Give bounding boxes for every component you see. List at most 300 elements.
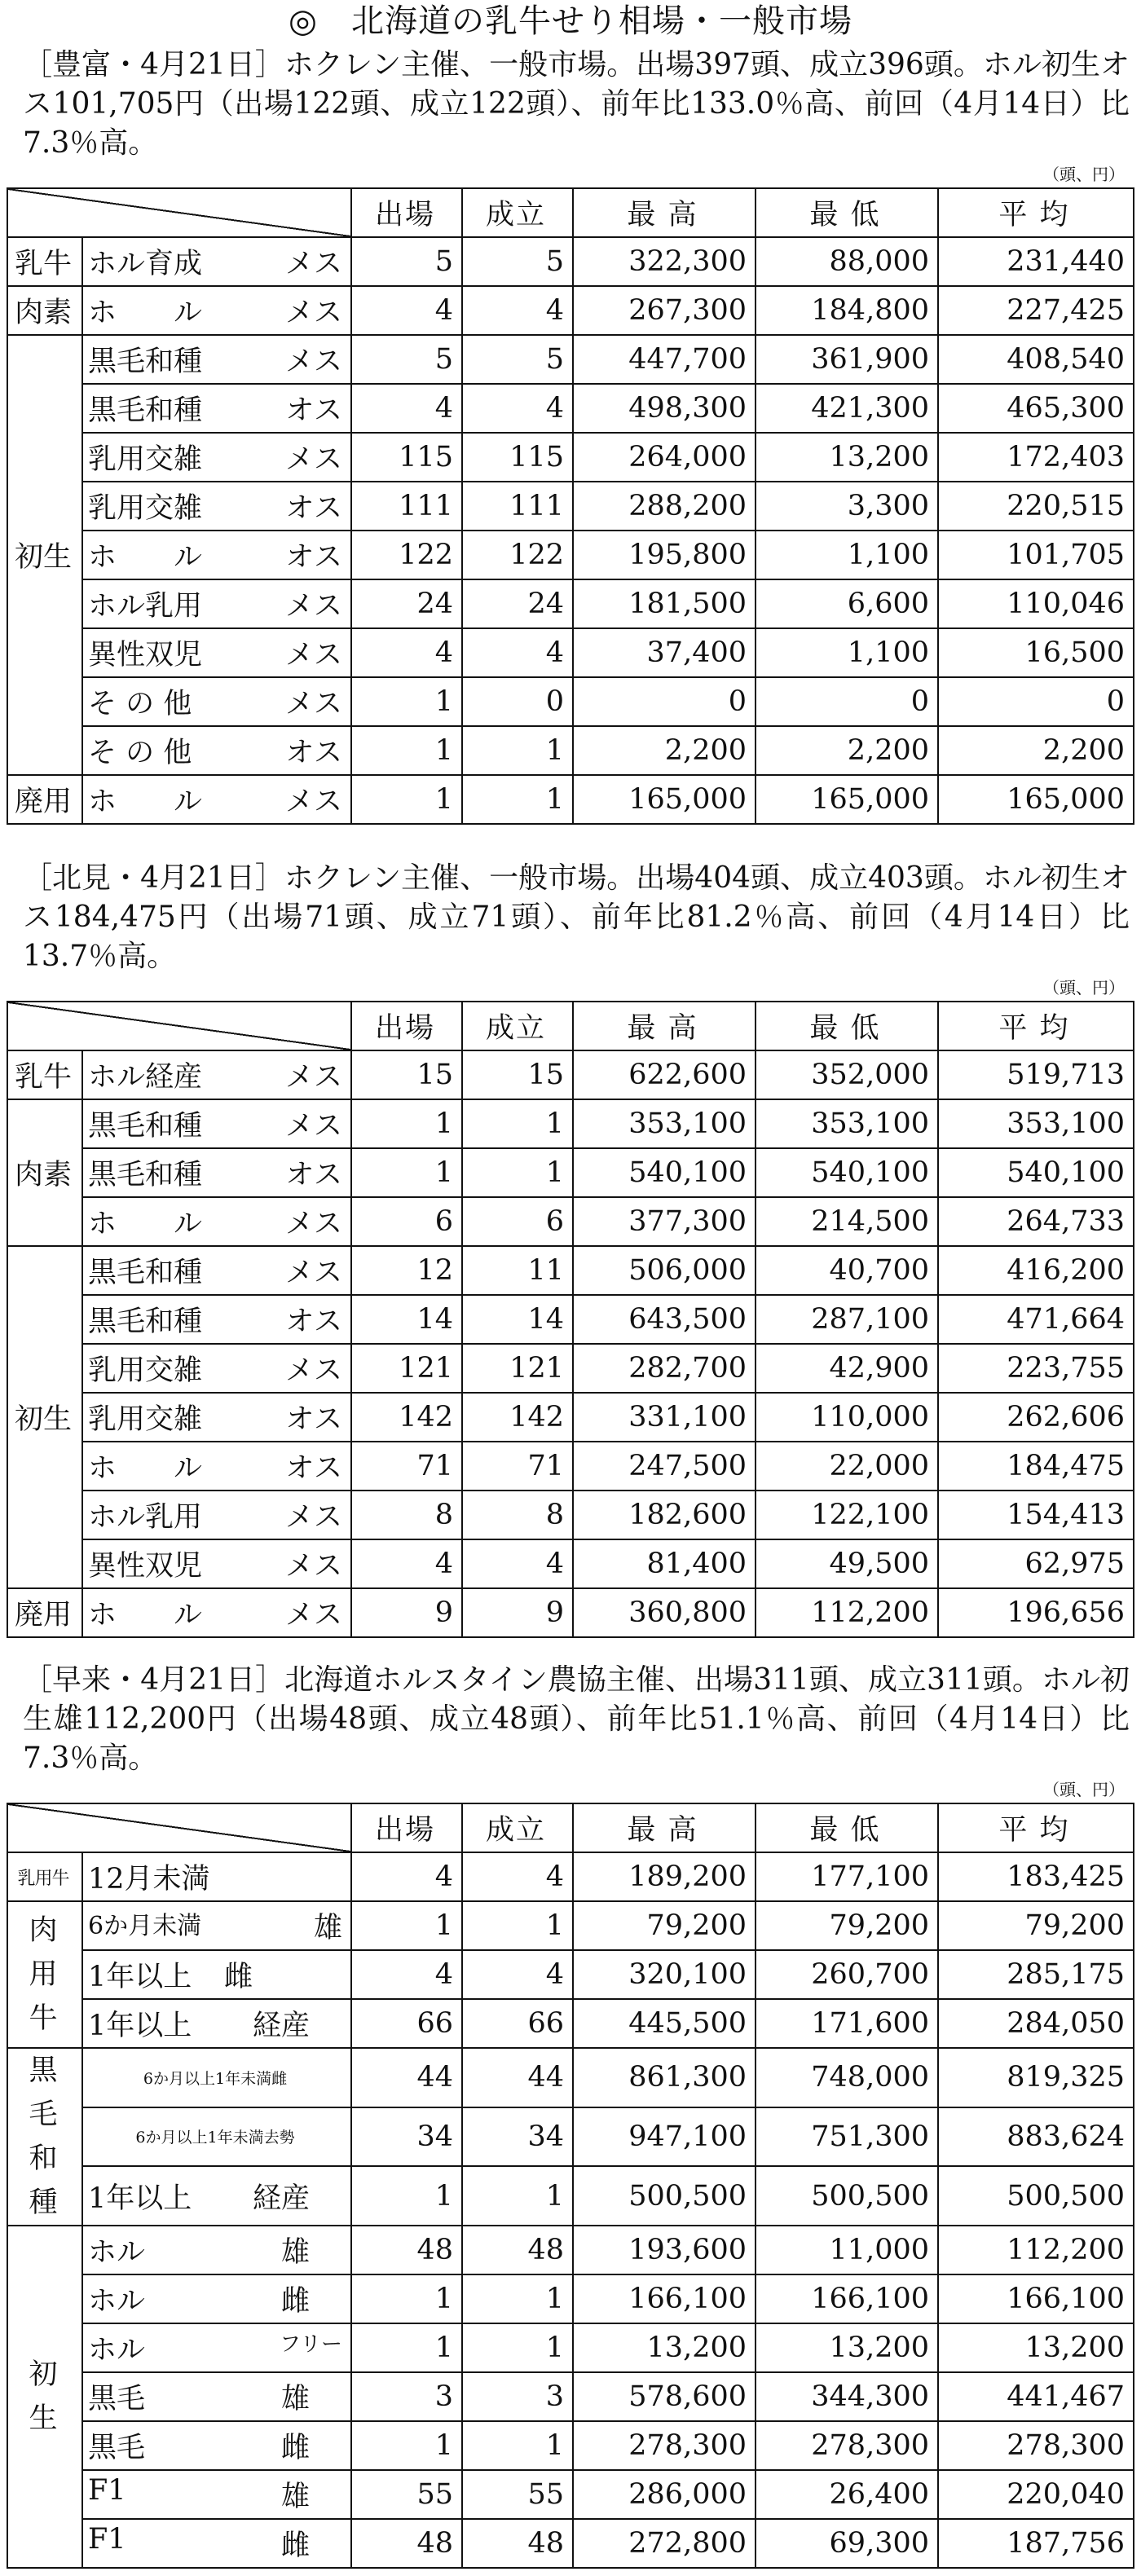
shutsujo-cell: 14 xyxy=(351,1295,462,1344)
avg-cell: 62,975 xyxy=(938,1539,1134,1588)
shutsujo-cell: 8 xyxy=(351,1491,462,1539)
item-name-cell: 黒毛和種 メス xyxy=(82,335,351,384)
max-cell: 861,300 xyxy=(573,2048,756,2107)
shutsujo-cell: 24 xyxy=(351,579,462,628)
item-name-cell: F1 雄 xyxy=(82,2470,351,2519)
header-min: 最 低 xyxy=(756,1803,938,1852)
max-cell: 447,700 xyxy=(573,335,756,384)
item-name-cell: 乳用交雑 オス xyxy=(82,1393,351,1442)
table-row xyxy=(7,1099,1134,1148)
seiritsu-cell: 24 xyxy=(462,579,573,628)
page-title: ◎ 北海道の乳牛せり相場・一般市場 xyxy=(289,2,852,40)
seiritsu-cell: 142 xyxy=(462,1393,573,1442)
max-cell: 267,300 xyxy=(573,286,756,335)
table-row xyxy=(7,237,1134,286)
min-cell: 40,700 xyxy=(756,1246,938,1295)
category-cell: 乳牛 xyxy=(7,1050,82,1099)
header-row xyxy=(7,1002,1134,1050)
min-cell: 260,700 xyxy=(756,1950,938,1999)
table-row xyxy=(7,1539,1134,1588)
table-row xyxy=(7,1344,1134,1393)
shutsujo-cell: 1 xyxy=(351,1901,462,1950)
min-cell: 166,100 xyxy=(756,2274,938,2323)
max-cell: 195,800 xyxy=(573,531,756,579)
avg-cell: 264,733 xyxy=(938,1197,1134,1246)
min-cell: 287,100 xyxy=(756,1295,938,1344)
item-name-cell: F1 雌 xyxy=(82,2519,351,2568)
shutsujo-cell: 111 xyxy=(351,482,462,531)
seiritsu-cell: 48 xyxy=(462,2519,573,2568)
item-name-cell: 12月未満 xyxy=(82,1852,351,1901)
min-cell: 171,600 xyxy=(756,1999,938,2048)
shutsujo-cell: 1 xyxy=(351,775,462,824)
min-cell: 88,000 xyxy=(756,237,938,286)
table-row xyxy=(7,482,1134,531)
min-cell: 421,300 xyxy=(756,384,938,433)
item-name-cell: ホル 雄 xyxy=(82,2226,351,2274)
header-min: 最 低 xyxy=(756,1002,938,1050)
table-row xyxy=(7,286,1134,335)
table-row xyxy=(7,2166,1134,2226)
intro-text: ［北見・4月21日］ホクレン主催、一般市場。出場404頭、成立403頭。ホル初生オス184,475円（出場71頭、成立71頭）、前年比81.2％高、前回（4月14日）比13.7％高。 xyxy=(23,861,1130,973)
table-row xyxy=(7,726,1134,775)
shutsujo-cell: 5 xyxy=(351,335,462,384)
unit-label: （頭、円） xyxy=(1043,1780,1125,1799)
shutsujo-cell: 4 xyxy=(351,286,462,335)
header-max: 最 高 xyxy=(573,188,756,237)
item-name-cell: 黒毛和種 オス xyxy=(82,1295,351,1344)
avg-cell: 0 xyxy=(938,677,1134,726)
seiritsu-cell: 1 xyxy=(462,2421,573,2470)
shutsujo-cell: 71 xyxy=(351,1442,462,1491)
unit-label: （頭、円） xyxy=(1043,978,1125,997)
avg-cell: 154,413 xyxy=(938,1491,1134,1539)
category-cell: 廃用 xyxy=(7,1588,82,1637)
intro-text: ［早来・4月21日］北海道ホルスタイン農協主催、出場311頭、成立311頭。ホル初生雄112,200円（出場48頭、成立48頭）、前年比51.1％高、前回（4月14日）比7.3％高。 xyxy=(23,1663,1130,1775)
min-cell: 122,100 xyxy=(756,1491,938,1539)
min-cell: 6,600 xyxy=(756,579,938,628)
seiritsu-cell: 1 xyxy=(462,1148,573,1197)
avg-cell: 184,475 xyxy=(938,1442,1134,1491)
shutsujo-cell: 34 xyxy=(351,2107,462,2167)
avg-cell: 500,500 xyxy=(938,2166,1134,2226)
max-cell: 353,100 xyxy=(573,1099,756,1148)
shutsujo-cell: 5 xyxy=(351,237,462,286)
category-cell-vertical: 肉 用 牛 xyxy=(7,1901,82,2048)
avg-cell: 183,425 xyxy=(938,1852,1134,1901)
max-cell: 282,700 xyxy=(573,1344,756,1393)
seiritsu-cell: 44 xyxy=(462,2048,573,2107)
seiritsu-cell: 5 xyxy=(462,237,573,286)
seiritsu-cell: 4 xyxy=(462,286,573,335)
seiritsu-cell: 48 xyxy=(462,2226,573,2274)
avg-cell: 883,624 xyxy=(938,2107,1134,2167)
market-intro-toyotomi xyxy=(23,46,1130,163)
seiritsu-cell: 8 xyxy=(462,1491,573,1539)
table-row xyxy=(7,1393,1134,1442)
avg-cell: 465,300 xyxy=(938,384,1134,433)
seiritsu-cell: 71 xyxy=(462,1442,573,1491)
table-row xyxy=(7,628,1134,677)
header-avg: 平 均 xyxy=(938,1002,1134,1050)
max-cell: 37,400 xyxy=(573,628,756,677)
seiritsu-cell: 1 xyxy=(462,2274,573,2323)
table-row xyxy=(7,1950,1134,1999)
avg-cell: 196,656 xyxy=(938,1588,1134,1637)
avg-cell: 165,000 xyxy=(938,775,1134,824)
header-seiritsu: 成立 xyxy=(462,188,573,237)
header-diagonal-cell xyxy=(7,188,351,237)
header-seiritsu: 成立 xyxy=(462,1002,573,1050)
seiritsu-cell: 15 xyxy=(462,1050,573,1099)
avg-cell: 101,705 xyxy=(938,531,1134,579)
max-cell: 377,300 xyxy=(573,1197,756,1246)
shutsujo-cell: 4 xyxy=(351,1950,462,1999)
max-cell: 2,200 xyxy=(573,726,756,775)
shutsujo-cell: 115 xyxy=(351,433,462,482)
min-cell: 0 xyxy=(756,677,938,726)
table-row xyxy=(7,2274,1134,2323)
max-cell: 322,300 xyxy=(573,237,756,286)
header-max: 最 高 xyxy=(573,1002,756,1050)
shutsujo-cell: 44 xyxy=(351,2048,462,2107)
max-cell: 506,000 xyxy=(573,1246,756,1295)
max-cell: 540,100 xyxy=(573,1148,756,1197)
table-row xyxy=(7,1197,1134,1246)
item-name-cell: 1年以上 経産 xyxy=(82,1999,351,2048)
max-cell: 193,600 xyxy=(573,2226,756,2274)
seiritsu-cell: 1 xyxy=(462,775,573,824)
avg-cell: 223,755 xyxy=(938,1344,1134,1393)
shutsujo-cell: 15 xyxy=(351,1050,462,1099)
table-row xyxy=(7,2226,1134,2274)
shutsujo-cell: 122 xyxy=(351,531,462,579)
shutsujo-cell: 1 xyxy=(351,677,462,726)
category-cell: 肉素 xyxy=(7,286,82,335)
avg-cell: 262,606 xyxy=(938,1393,1134,1442)
avg-cell: 231,440 xyxy=(938,237,1134,286)
max-cell: 13,200 xyxy=(573,2323,756,2372)
avg-cell: 519,713 xyxy=(938,1050,1134,1099)
max-cell: 286,000 xyxy=(573,2470,756,2519)
item-name-cell: ホル乳用 メス xyxy=(82,1491,351,1539)
avg-cell: 285,175 xyxy=(938,1950,1134,1999)
max-cell: 166,100 xyxy=(573,2274,756,2323)
shutsujo-cell: 1 xyxy=(351,726,462,775)
max-cell: 0 xyxy=(573,677,756,726)
max-cell: 272,800 xyxy=(573,2519,756,2568)
max-cell: 278,300 xyxy=(573,2421,756,2470)
table-row xyxy=(7,2323,1134,2372)
header-diagonal-cell xyxy=(7,1002,351,1050)
table-row xyxy=(7,775,1134,824)
header-min: 最 低 xyxy=(756,188,938,237)
table-row xyxy=(7,2107,1134,2167)
table-row xyxy=(7,1852,1134,1901)
seiritsu-cell: 121 xyxy=(462,1344,573,1393)
item-name-cell: 黒毛 雌 xyxy=(82,2421,351,2470)
max-cell: 947,100 xyxy=(573,2107,756,2167)
item-name-cell: 乳用交雑 メス xyxy=(82,1344,351,1393)
min-cell: 500,500 xyxy=(756,2166,938,2226)
avg-cell: 172,403 xyxy=(938,433,1134,482)
min-cell: 69,300 xyxy=(756,2519,938,2568)
market-intro-kitami xyxy=(23,859,1130,976)
max-cell: 320,100 xyxy=(573,1950,756,1999)
avg-cell: 220,040 xyxy=(938,2470,1134,2519)
min-cell: 1,100 xyxy=(756,628,938,677)
table-row xyxy=(7,579,1134,628)
seiritsu-cell: 14 xyxy=(462,1295,573,1344)
category-cell-vertical: 黒 毛 和 種 xyxy=(7,2048,82,2226)
max-cell: 79,200 xyxy=(573,1901,756,1950)
unit-label: （頭、円） xyxy=(1043,165,1125,184)
table-row xyxy=(7,433,1134,482)
avg-cell: 278,300 xyxy=(938,2421,1134,2470)
min-cell: 184,800 xyxy=(756,286,938,335)
table-row xyxy=(7,677,1134,726)
header-shutsujo: 出場 xyxy=(351,1803,462,1852)
seiritsu-cell: 4 xyxy=(462,1539,573,1588)
max-cell: 360,800 xyxy=(573,1588,756,1637)
item-name-cell: 異性双児 メス xyxy=(82,1539,351,1588)
item-name-cell: そ の 他 オス xyxy=(82,726,351,775)
item-name-cell: 黒毛和種 オス xyxy=(82,384,351,433)
avg-cell: 441,467 xyxy=(938,2372,1134,2421)
min-cell: 112,200 xyxy=(756,1588,938,1637)
shutsujo-cell: 121 xyxy=(351,1344,462,1393)
avg-cell: 408,540 xyxy=(938,335,1134,384)
seiritsu-cell: 115 xyxy=(462,433,573,482)
seiritsu-cell: 55 xyxy=(462,2470,573,2519)
min-cell: 2,200 xyxy=(756,726,938,775)
item-name-cell: 1年以上 雌 xyxy=(82,1950,351,1999)
avg-cell: 166,100 xyxy=(938,2274,1134,2323)
shutsujo-cell: 55 xyxy=(351,2470,462,2519)
table-row xyxy=(7,384,1134,433)
item-name-cell: 1年以上 経産 xyxy=(82,2166,351,2226)
table-row xyxy=(7,1491,1134,1539)
max-cell: 500,500 xyxy=(573,2166,756,2226)
seiritsu-cell: 11 xyxy=(462,1246,573,1295)
shutsujo-cell: 1 xyxy=(351,2421,462,2470)
header-shutsujo: 出場 xyxy=(351,188,462,237)
shutsujo-cell: 3 xyxy=(351,2372,462,2421)
table-row xyxy=(7,1999,1134,2048)
min-cell: 344,300 xyxy=(756,2372,938,2421)
min-cell: 361,900 xyxy=(756,335,938,384)
shutsujo-cell: 4 xyxy=(351,628,462,677)
avg-cell: 353,100 xyxy=(938,1099,1134,1148)
seiritsu-cell: 1 xyxy=(462,2166,573,2226)
seiritsu-cell: 3 xyxy=(462,2372,573,2421)
min-cell: 79,200 xyxy=(756,1901,938,1950)
item-name-cell: ホ ル メス xyxy=(82,775,351,824)
header-row xyxy=(7,1803,1134,1852)
shutsujo-cell: 142 xyxy=(351,1393,462,1442)
max-cell: 622,600 xyxy=(573,1050,756,1099)
table-row xyxy=(7,2048,1134,2107)
max-cell: 331,100 xyxy=(573,1393,756,1442)
min-cell: 214,500 xyxy=(756,1197,938,1246)
table-row xyxy=(7,1442,1134,1491)
max-cell: 81,400 xyxy=(573,1539,756,1588)
min-cell: 748,000 xyxy=(756,2048,938,2107)
min-cell: 22,000 xyxy=(756,1442,938,1491)
avg-cell: 187,756 xyxy=(938,2519,1134,2568)
shutsujo-cell: 4 xyxy=(351,1852,462,1901)
seiritsu-cell: 1 xyxy=(462,2323,573,2372)
item-name-cell: 6か月以上1年未満雌 xyxy=(82,2048,351,2107)
category-cell: 初生 xyxy=(7,1246,82,1588)
item-name-cell: ホ ル メス xyxy=(82,286,351,335)
max-cell: 182,600 xyxy=(573,1491,756,1539)
min-cell: 26,400 xyxy=(756,2470,938,2519)
min-cell: 11,000 xyxy=(756,2226,938,2274)
shutsujo-cell: 66 xyxy=(351,1999,462,2048)
item-name-cell: ホ ル メス xyxy=(82,1197,351,1246)
avg-cell: 112,200 xyxy=(938,2226,1134,2274)
avg-cell: 540,100 xyxy=(938,1148,1134,1197)
seiritsu-cell: 66 xyxy=(462,1999,573,2048)
table-row xyxy=(7,2470,1134,2519)
min-cell: 165,000 xyxy=(756,775,938,824)
shutsujo-cell: 9 xyxy=(351,1588,462,1637)
item-name-cell: 異性双児 メス xyxy=(82,628,351,677)
min-cell: 3,300 xyxy=(756,482,938,531)
category-cell: 乳牛 xyxy=(7,237,82,286)
header-max: 最 高 xyxy=(573,1803,756,1852)
seiritsu-cell: 9 xyxy=(462,1588,573,1637)
min-cell: 751,300 xyxy=(756,2107,938,2167)
table-row xyxy=(7,2519,1134,2568)
avg-cell: 227,425 xyxy=(938,286,1134,335)
min-cell: 1,100 xyxy=(756,531,938,579)
table-row xyxy=(7,531,1134,579)
avg-cell: 819,325 xyxy=(938,2048,1134,2107)
item-name-cell: ホ ル オス xyxy=(82,531,351,579)
max-cell: 247,500 xyxy=(573,1442,756,1491)
item-name-cell: 6か月未満 雄 xyxy=(82,1901,351,1950)
item-name-cell: 乳用交雑 オス xyxy=(82,482,351,531)
max-cell: 498,300 xyxy=(573,384,756,433)
intro-text: ［豊富・4月21日］ホクレン主催、一般市場。出場397頭、成立396頭。ホル初生オス101,705円（出場122頭、成立122頭）、前年比133.0％高、前回（4月14日）比7.3％高。 xyxy=(23,48,1130,160)
seiritsu-cell: 122 xyxy=(462,531,573,579)
shutsujo-cell: 4 xyxy=(351,384,462,433)
table-row xyxy=(7,1588,1134,1637)
min-cell: 352,000 xyxy=(756,1050,938,1099)
shutsujo-cell: 48 xyxy=(351,2519,462,2568)
seiritsu-cell: 1 xyxy=(462,1099,573,1148)
min-cell: 13,200 xyxy=(756,2323,938,2372)
shutsujo-cell: 1 xyxy=(351,2323,462,2372)
max-cell: 578,600 xyxy=(573,2372,756,2421)
avg-cell: 79,200 xyxy=(938,1901,1134,1950)
item-name-cell: ホ ル オス xyxy=(82,1442,351,1491)
category-cell: 乳用牛 xyxy=(7,1852,82,1901)
category-cell: 肉素 xyxy=(7,1099,82,1246)
item-name-cell: 乳用交雑 メス xyxy=(82,433,351,482)
seiritsu-cell: 1 xyxy=(462,1901,573,1950)
max-cell: 264,000 xyxy=(573,433,756,482)
market-table-kitami xyxy=(7,1001,1134,1638)
max-cell: 288,200 xyxy=(573,482,756,531)
avg-cell: 471,664 xyxy=(938,1295,1134,1344)
seiritsu-cell: 111 xyxy=(462,482,573,531)
table-row xyxy=(7,2421,1134,2470)
shutsujo-cell: 6 xyxy=(351,1197,462,1246)
category-cell: 廃用 xyxy=(7,775,82,824)
item-name-cell: 黒毛和種 メス xyxy=(82,1246,351,1295)
seiritsu-cell: 4 xyxy=(462,1950,573,1999)
min-cell: 42,900 xyxy=(756,1344,938,1393)
avg-cell: 220,515 xyxy=(938,482,1134,531)
item-name-cell: 黒毛 雄 xyxy=(82,2372,351,2421)
item-name-cell: ホ ル メス xyxy=(82,1588,351,1637)
item-name-cell: ホル 雌 xyxy=(82,2274,351,2323)
item-name-cell: ホル乳用 メス xyxy=(82,579,351,628)
shutsujo-cell: 12 xyxy=(351,1246,462,1295)
seiritsu-cell: 4 xyxy=(462,628,573,677)
market-table-toyotomi xyxy=(7,187,1134,825)
item-name-cell: ホル経産 メス xyxy=(82,1050,351,1099)
category-cell-vertical: 初 生 xyxy=(7,2226,82,2568)
max-cell: 189,200 xyxy=(573,1852,756,1901)
seiritsu-cell: 4 xyxy=(462,1852,573,1901)
header-avg: 平 均 xyxy=(938,188,1134,237)
seiritsu-cell: 34 xyxy=(462,2107,573,2167)
avg-cell: 13,200 xyxy=(938,2323,1134,2372)
market-table-hayakita xyxy=(7,1803,1134,2569)
seiritsu-cell: 1 xyxy=(462,726,573,775)
shutsujo-cell: 1 xyxy=(351,2166,462,2226)
table-row xyxy=(7,1148,1134,1197)
header-seiritsu: 成立 xyxy=(462,1803,573,1852)
category-cell: 初生 xyxy=(7,335,82,775)
min-cell: 353,100 xyxy=(756,1099,938,1148)
min-cell: 110,000 xyxy=(756,1393,938,1442)
table-row xyxy=(7,1050,1134,1099)
item-name-cell: そ の 他 メス xyxy=(82,677,351,726)
table-row xyxy=(7,335,1134,384)
max-cell: 445,500 xyxy=(573,1999,756,2048)
avg-cell: 284,050 xyxy=(938,1999,1134,2048)
seiritsu-cell: 0 xyxy=(462,677,573,726)
shutsujo-cell: 48 xyxy=(351,2226,462,2274)
header-row xyxy=(7,188,1134,237)
max-cell: 181,500 xyxy=(573,579,756,628)
avg-cell: 416,200 xyxy=(938,1246,1134,1295)
table-row xyxy=(7,1295,1134,1344)
shutsujo-cell: 1 xyxy=(351,1099,462,1148)
seiritsu-cell: 4 xyxy=(462,384,573,433)
item-name-cell: 6か月以上1年未満去勢 xyxy=(82,2107,351,2167)
table-row xyxy=(7,2372,1134,2421)
avg-cell: 110,046 xyxy=(938,579,1134,628)
item-name-cell: 黒毛和種 オス xyxy=(82,1148,351,1197)
shutsujo-cell: 1 xyxy=(351,1148,462,1197)
avg-cell: 16,500 xyxy=(938,628,1134,677)
header-shutsujo: 出場 xyxy=(351,1002,462,1050)
item-name-cell: ホル フリー xyxy=(82,2323,351,2372)
min-cell: 13,200 xyxy=(756,433,938,482)
shutsujo-cell: 4 xyxy=(351,1539,462,1588)
item-name-cell: 黒毛和種 メス xyxy=(82,1099,351,1148)
min-cell: 177,100 xyxy=(756,1852,938,1901)
header-diagonal-cell xyxy=(7,1803,351,1852)
item-name-cell: ホル育成 メス xyxy=(82,237,351,286)
min-cell: 49,500 xyxy=(756,1539,938,1588)
